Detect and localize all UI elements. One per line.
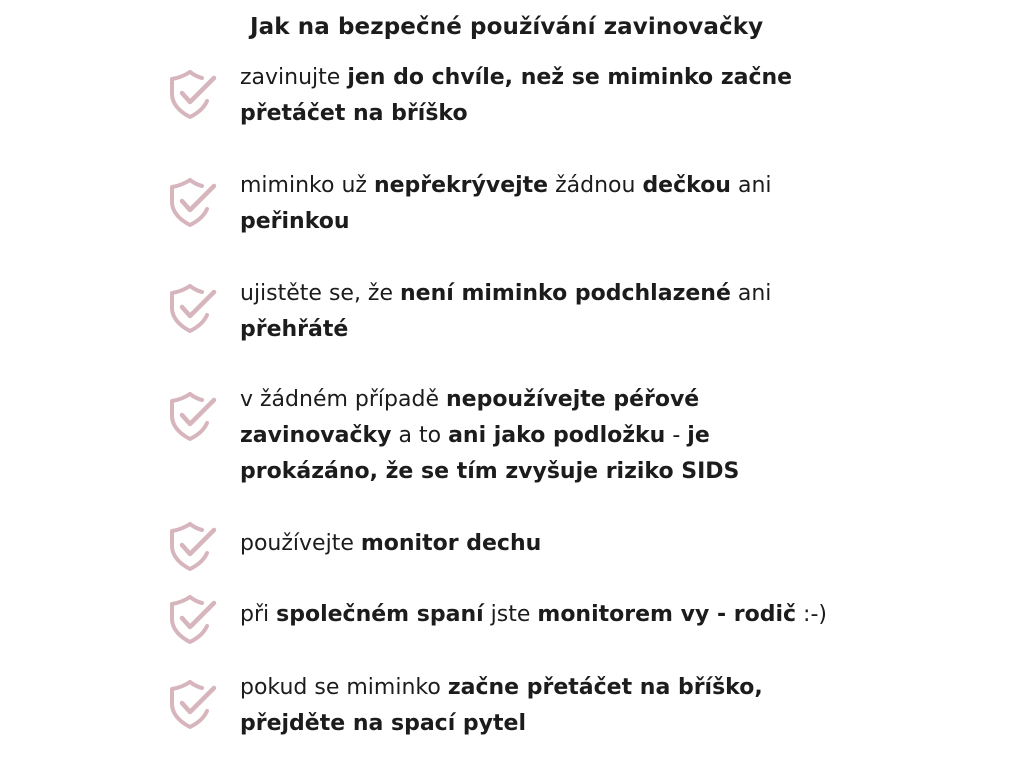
bold-text: nepřekrývejte [373, 173, 549, 198]
bold-text: peřinkou [240, 209, 350, 234]
bold-text: dečkou [642, 173, 731, 198]
bold-text: nepoužívejte péřové zavinovačky [240, 387, 700, 448]
shield-check-icon [170, 593, 218, 645]
list-item-text [240, 526, 840, 562]
list-item-text [240, 597, 840, 633]
list-item-text [240, 382, 840, 490]
plain-text: používejte [240, 531, 361, 556]
plain-text: v žádném případě [240, 387, 446, 412]
plain-text: zavinujte [240, 65, 348, 90]
list-item-text [240, 670, 840, 742]
plain-text: jste [483, 602, 538, 627]
list-item-text [240, 60, 840, 132]
bold-text: přehřáté [240, 317, 349, 342]
plain-text: žádnou [548, 173, 643, 198]
plain-text: - [665, 423, 688, 448]
list-item-text [240, 276, 840, 348]
plain-text: miminko už [240, 173, 374, 198]
plain-text: při [240, 602, 277, 627]
plain-text: ujistěte se, že [240, 281, 401, 306]
bold-text: ani jako podložku [448, 423, 666, 448]
bold-text: společném spaní [276, 602, 484, 627]
shield-check-icon [170, 68, 218, 120]
plain-text: :-) [796, 602, 827, 627]
shield-check-icon [170, 176, 218, 228]
shield-check-icon [170, 678, 218, 730]
shield-check-icon [170, 390, 218, 442]
bold-text: je prokázáno, že se tím zvyšuje riziko SIDS [240, 423, 740, 484]
bold-text: monitorem vy - rodič [537, 602, 797, 627]
shield-check-icon [170, 520, 218, 572]
plain-text: a to [391, 423, 449, 448]
shield-check-icon [170, 282, 218, 334]
bold-text: není miminko podchlazené [400, 281, 731, 306]
bold-text: jen do chvíle, než se miminko začne přetáčet na bříško [240, 65, 793, 126]
list-item-text [240, 168, 840, 240]
plain-text: ani [730, 173, 772, 198]
plain-text: ani [730, 281, 772, 306]
bold-text: začne přetáčet na bříško, přejděte na spací pytel [240, 675, 763, 736]
plain-text: pokud se miminko [240, 675, 448, 700]
page-title: Jak na bezpečné používání zavinovačky [250, 14, 764, 40]
bold-text: monitor dechu [360, 531, 542, 556]
